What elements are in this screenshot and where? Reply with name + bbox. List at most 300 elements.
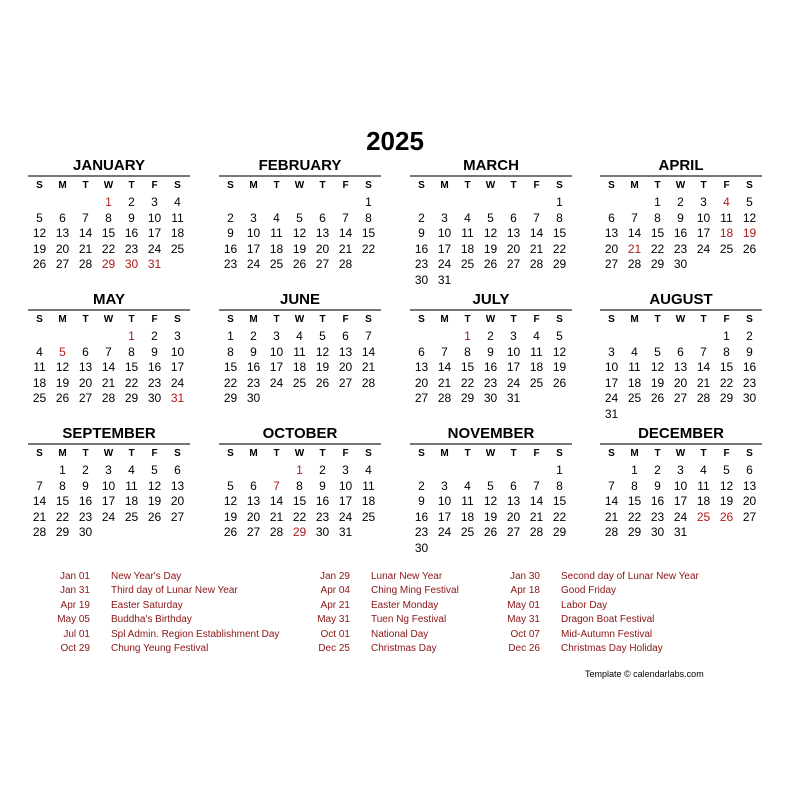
day-cell: 12 xyxy=(483,494,498,508)
holiday-item xyxy=(300,599,459,613)
day-cell: 10 xyxy=(269,344,284,359)
day-cell: 25 xyxy=(361,509,376,524)
day-grid xyxy=(219,177,381,273)
day-cell: 29 xyxy=(460,391,475,405)
day-cell: 14 xyxy=(269,494,284,508)
holiday-item xyxy=(40,628,279,642)
day-cell: 5 xyxy=(654,344,661,359)
holiday-date: Dec 25 xyxy=(318,643,350,655)
day-cell: 27 xyxy=(55,257,70,271)
weekday-header: S xyxy=(227,314,234,325)
day-cell: 30 xyxy=(78,525,93,539)
day-cell: 14 xyxy=(361,344,376,359)
day-cell: 3 xyxy=(342,463,349,477)
weekday-header: T xyxy=(273,448,280,459)
day-cell: 24 xyxy=(437,525,452,539)
day-cell: 15 xyxy=(552,226,567,240)
day-cell: 4 xyxy=(273,210,280,225)
day-cell: 7 xyxy=(273,478,280,493)
weekday-header: S xyxy=(174,180,181,191)
day-cell: 7 xyxy=(441,344,448,359)
day-cell: 23 xyxy=(673,241,688,256)
month-october xyxy=(219,426,381,541)
month-september xyxy=(28,426,190,541)
day-cell: 8 xyxy=(631,478,638,493)
weekday-header: T xyxy=(82,314,89,325)
day-cell: 13 xyxy=(673,360,688,374)
month-name: AUGUST xyxy=(600,292,762,311)
day-cell: 20 xyxy=(315,241,330,256)
weekday-header: W xyxy=(485,180,496,191)
day-cell: 14 xyxy=(604,494,619,508)
day-cell: 28 xyxy=(627,257,642,271)
day-cell: 18 xyxy=(32,375,47,390)
day-cell: 25 xyxy=(696,509,711,524)
holiday-date: Jul 01 xyxy=(63,628,90,640)
empty-cell xyxy=(28,329,51,345)
day-cell: 23 xyxy=(223,257,238,271)
day-cell: 4 xyxy=(365,463,372,477)
empty-cell xyxy=(219,195,242,211)
empty-cell xyxy=(410,463,433,479)
day-cell: 16 xyxy=(315,494,330,508)
holiday-name: Third day of Lunar New Year xyxy=(111,585,238,597)
day-cell: 31 xyxy=(170,391,185,405)
day-cell: 29 xyxy=(292,525,307,539)
day-cell: 24 xyxy=(269,375,284,390)
day-cell: 31 xyxy=(604,406,619,421)
day-cell: 14 xyxy=(78,226,93,240)
day-cell: 14 xyxy=(529,226,544,240)
weekday-header: T xyxy=(319,314,326,325)
day-cell: 14 xyxy=(529,494,544,508)
day-cell: 29 xyxy=(101,257,116,271)
day-cell: 11 xyxy=(461,494,474,508)
day-cell: 25 xyxy=(460,257,475,271)
weekday-header: S xyxy=(746,180,753,191)
weekday-header: T xyxy=(128,314,135,325)
holiday-name: New Year's Day xyxy=(111,571,182,582)
day-cell: 13 xyxy=(742,478,757,493)
day-cell: 31 xyxy=(437,272,452,287)
day-cell: 18 xyxy=(719,226,734,240)
weekday-header: F xyxy=(723,314,730,325)
empty-cell xyxy=(219,463,242,479)
day-cell: 25 xyxy=(292,375,307,390)
weekday-header: T xyxy=(273,180,280,191)
weekday-header: T xyxy=(128,180,135,191)
empty-cell xyxy=(456,463,479,479)
day-cell: 28 xyxy=(437,391,452,405)
day-cell: 30 xyxy=(650,525,665,539)
weekday-header: F xyxy=(533,448,540,459)
day-cell: 24 xyxy=(673,509,688,524)
weekday-header: S xyxy=(608,448,615,459)
day-cell: 9 xyxy=(82,478,89,493)
weekday-header: F xyxy=(533,314,540,325)
day-cell: 22 xyxy=(552,509,567,524)
day-cell: 9 xyxy=(677,210,684,225)
empty-cell xyxy=(502,463,525,479)
weekday-header: S xyxy=(418,314,425,325)
month-name: OCTOBER xyxy=(219,426,381,445)
day-cell: 25 xyxy=(529,375,544,390)
day-cell: 9 xyxy=(487,344,494,359)
day-cell: 8 xyxy=(227,344,234,359)
empty-cell xyxy=(600,195,623,211)
weekday-header: F xyxy=(342,180,349,191)
empty-cell xyxy=(265,195,288,211)
day-cell: 26 xyxy=(315,375,330,390)
day-grid xyxy=(219,311,381,407)
day-cell: 17 xyxy=(506,360,521,374)
day-cell: 13 xyxy=(170,478,185,493)
day-cell: 11 xyxy=(270,226,283,240)
month-january xyxy=(28,158,190,273)
day-cell: 29 xyxy=(552,525,567,539)
day-grid xyxy=(600,445,762,541)
day-cell: 3 xyxy=(105,463,112,477)
day-cell: 6 xyxy=(174,463,181,477)
day-cell: 28 xyxy=(529,525,544,539)
template-credit: Template © calendarlabs.com xyxy=(585,669,704,679)
day-cell: 2 xyxy=(128,195,135,209)
day-cell: 20 xyxy=(414,375,429,390)
day-cell: 4 xyxy=(174,195,181,209)
day-cell: 21 xyxy=(269,509,284,524)
day-cell: 19 xyxy=(55,375,70,390)
month-name: JANUARY xyxy=(28,158,190,177)
day-cell: 2 xyxy=(250,329,257,343)
day-cell: 28 xyxy=(604,525,619,539)
empty-cell xyxy=(410,329,433,345)
weekday-header: F xyxy=(151,448,158,459)
weekday-header: W xyxy=(294,314,305,325)
day-cell: 22 xyxy=(552,241,567,256)
weekday-header: S xyxy=(36,448,43,459)
day-cell: 30 xyxy=(414,272,429,287)
weekday-header: S xyxy=(227,448,234,459)
day-cell: 6 xyxy=(59,210,66,225)
holiday-date: Apr 19 xyxy=(60,599,90,611)
holiday-name: Easter Monday xyxy=(371,599,439,611)
day-cell: 17 xyxy=(604,375,619,390)
day-grid xyxy=(600,311,762,422)
empty-cell xyxy=(433,195,456,211)
holiday-item xyxy=(300,613,459,627)
day-cell: 8 xyxy=(365,210,372,225)
day-cell: 28 xyxy=(269,525,284,539)
day-cell: 25 xyxy=(124,509,139,524)
day-cell: 26 xyxy=(292,257,307,271)
day-cell: 15 xyxy=(101,226,116,240)
day-cell: 27 xyxy=(315,257,330,271)
day-cell: 26 xyxy=(55,391,70,405)
day-cell: 17 xyxy=(437,241,452,256)
day-cell: 10 xyxy=(696,210,711,225)
day-cell: 3 xyxy=(174,329,181,343)
day-cell: 27 xyxy=(673,391,688,405)
empty-cell xyxy=(242,195,265,211)
day-cell: 11 xyxy=(125,478,138,493)
day-cell: 14 xyxy=(627,226,642,240)
day-cell: 8 xyxy=(59,478,66,493)
day-cell: 21 xyxy=(437,375,452,390)
holiday-date: Dec 26 xyxy=(508,643,540,655)
day-cell: 19 xyxy=(147,494,162,508)
day-cell: 6 xyxy=(250,478,257,493)
month-name: DECEMBER xyxy=(600,426,762,445)
day-cell: 29 xyxy=(223,391,238,405)
holiday-name: Spl Admin. Region Establishment Day xyxy=(111,628,280,640)
day-cell: 15 xyxy=(223,360,238,374)
day-cell: 16 xyxy=(147,360,162,374)
day-cell: 20 xyxy=(55,241,70,256)
day-cell: 11 xyxy=(697,478,710,493)
weekday-header: W xyxy=(294,448,305,459)
day-cell: 13 xyxy=(338,344,353,359)
day-cell: 9 xyxy=(250,344,257,359)
day-cell: 11 xyxy=(628,360,641,374)
day-cell: 4 xyxy=(464,478,471,493)
day-cell: 16 xyxy=(246,360,261,374)
weekday-header: W xyxy=(103,180,114,191)
weekday-header: T xyxy=(654,314,661,325)
weekday-header: T xyxy=(82,180,89,191)
day-cell: 11 xyxy=(530,344,543,359)
weekday-header: M xyxy=(630,180,639,191)
month-name: JUNE xyxy=(219,292,381,311)
day-cell: 25 xyxy=(32,391,47,405)
day-cell: 8 xyxy=(556,210,563,225)
day-cell: 30 xyxy=(246,391,261,405)
holiday-item xyxy=(40,584,279,598)
holiday-item xyxy=(490,628,699,642)
day-cell: 5 xyxy=(487,478,494,493)
day-cell: 16 xyxy=(414,509,429,524)
day-cell: 31 xyxy=(673,525,688,539)
month-name: MAY xyxy=(28,292,190,311)
holiday-date: May 31 xyxy=(317,614,350,626)
day-cell: 29 xyxy=(124,391,139,405)
day-cell: 25 xyxy=(627,391,642,405)
day-cell: 2 xyxy=(418,210,425,225)
day-cell: 6 xyxy=(319,210,326,225)
day-cell: 26 xyxy=(650,391,665,405)
weekday-header: W xyxy=(675,448,686,459)
day-cell: 3 xyxy=(441,210,448,225)
empty-cell xyxy=(669,329,692,345)
day-cell: 3 xyxy=(273,329,280,343)
empty-cell xyxy=(334,195,357,211)
day-cell: 1 xyxy=(105,195,112,209)
weekday-header: T xyxy=(654,180,661,191)
day-cell: 18 xyxy=(696,494,711,508)
weekday-header: T xyxy=(700,314,707,325)
day-cell: 20 xyxy=(506,509,521,524)
weekday-header: F xyxy=(723,180,730,191)
day-cell: 4 xyxy=(464,210,471,225)
day-cell: 25 xyxy=(719,241,734,256)
day-cell: 28 xyxy=(529,257,544,271)
day-cell: 13 xyxy=(506,226,521,240)
holiday-item xyxy=(490,599,699,613)
day-cell: 27 xyxy=(246,525,261,539)
day-cell: 27 xyxy=(170,509,185,524)
day-cell: 17 xyxy=(170,360,185,374)
holiday-item xyxy=(490,642,699,656)
day-cell: 12 xyxy=(223,494,238,508)
day-cell: 19 xyxy=(650,375,665,390)
weekday-header: S xyxy=(36,314,43,325)
holiday-list-1 xyxy=(40,570,279,656)
day-cell: 17 xyxy=(696,226,711,240)
day-cell: 23 xyxy=(483,375,498,390)
day-cell: 15 xyxy=(460,360,475,374)
day-cell: 3 xyxy=(441,478,448,493)
day-grid xyxy=(600,177,762,273)
day-cell: 5 xyxy=(59,344,66,359)
day-cell: 30 xyxy=(673,257,688,271)
weekday-header: T xyxy=(464,180,471,191)
day-grid xyxy=(410,445,572,556)
day-cell: 7 xyxy=(533,210,540,225)
day-cell: 8 xyxy=(464,344,471,359)
holiday-name: Mid-Autumn Festival xyxy=(561,628,653,640)
day-cell: 7 xyxy=(105,344,112,359)
day-cell: 11 xyxy=(461,226,474,240)
day-cell: 18 xyxy=(627,375,642,390)
day-cell: 22 xyxy=(361,241,376,256)
day-cell: 13 xyxy=(604,226,619,240)
month-june xyxy=(219,292,381,407)
day-cell: 27 xyxy=(506,525,521,539)
holiday-name: Labor Day xyxy=(561,599,608,611)
day-cell: 10 xyxy=(147,210,162,225)
day-cell: 7 xyxy=(365,329,372,343)
weekday-header: T xyxy=(464,314,471,325)
day-cell: 23 xyxy=(78,509,93,524)
day-cell: 22 xyxy=(124,375,139,390)
holiday-name: Christmas Day Holiday xyxy=(561,643,663,655)
empty-cell xyxy=(265,463,288,479)
month-name: APRIL xyxy=(600,158,762,177)
day-cell: 9 xyxy=(227,226,234,240)
day-cell: 6 xyxy=(82,344,89,359)
weekday-header: T xyxy=(510,314,517,325)
empty-cell xyxy=(600,463,623,479)
day-cell: 12 xyxy=(147,478,162,493)
weekday-header: M xyxy=(440,314,449,325)
day-cell: 27 xyxy=(78,391,93,405)
day-cell: 22 xyxy=(719,375,734,390)
holiday-date: Jan 31 xyxy=(59,585,90,597)
weekday-header: M xyxy=(58,180,67,191)
weekday-header: T xyxy=(464,448,471,459)
day-cell: 24 xyxy=(696,241,711,256)
day-cell: 13 xyxy=(78,360,93,374)
day-cell: 13 xyxy=(246,494,261,508)
day-cell: 4 xyxy=(128,463,135,477)
day-cell: 22 xyxy=(101,241,116,256)
day-cell: 16 xyxy=(742,360,757,374)
weekday-header: M xyxy=(58,448,67,459)
empty-cell xyxy=(525,463,548,479)
weekday-header: M xyxy=(58,314,67,325)
holiday-item xyxy=(490,613,699,627)
empty-cell xyxy=(242,463,265,479)
day-cell: 9 xyxy=(746,344,753,359)
day-cell: 19 xyxy=(292,241,307,256)
weekday-header: S xyxy=(556,448,563,459)
day-cell: 6 xyxy=(677,344,684,359)
holiday-date: May 31 xyxy=(507,614,540,626)
day-cell: 8 xyxy=(654,210,661,225)
day-grid xyxy=(28,177,190,273)
day-cell: 24 xyxy=(604,391,619,405)
holiday-name: Second day of Lunar New Year xyxy=(561,571,699,582)
day-cell: 18 xyxy=(269,241,284,256)
day-cell: 20 xyxy=(338,360,353,374)
holiday-date: Oct 01 xyxy=(320,628,350,640)
day-cell: 17 xyxy=(101,494,116,508)
day-cell: 6 xyxy=(418,344,425,359)
weekday-header: F xyxy=(723,448,730,459)
day-cell: 6 xyxy=(510,478,517,493)
day-grid xyxy=(219,445,381,541)
day-cell: 2 xyxy=(677,195,684,209)
day-cell: 26 xyxy=(719,509,734,524)
day-cell: 21 xyxy=(529,241,544,256)
day-cell: 9 xyxy=(654,478,661,493)
weekday-header: F xyxy=(342,314,349,325)
day-cell: 1 xyxy=(128,329,135,343)
holiday-date: Jan 01 xyxy=(59,571,90,582)
day-cell: 13 xyxy=(414,360,429,374)
day-cell: 20 xyxy=(78,375,93,390)
weekday-header: W xyxy=(103,448,114,459)
day-cell: 24 xyxy=(101,509,116,524)
day-cell: 8 xyxy=(723,344,730,359)
holiday-name: Buddha's Birthday xyxy=(111,614,192,626)
weekday-header: T xyxy=(510,180,517,191)
day-cell: 24 xyxy=(170,375,185,390)
day-cell: 21 xyxy=(627,241,642,256)
weekday-header: S xyxy=(556,180,563,191)
weekday-header: F xyxy=(533,180,540,191)
holiday-date: Apr 04 xyxy=(320,585,350,597)
day-cell: 5 xyxy=(36,210,43,225)
day-cell: 12 xyxy=(292,226,307,240)
day-cell: 16 xyxy=(78,494,93,508)
weekday-header: T xyxy=(319,448,326,459)
weekday-header: S xyxy=(746,314,753,325)
weekday-header: W xyxy=(103,314,114,325)
year-title: 2025 xyxy=(366,126,424,156)
day-cell: 9 xyxy=(418,494,425,508)
day-cell: 30 xyxy=(147,391,162,405)
weekday-header: M xyxy=(630,448,639,459)
empty-cell xyxy=(28,195,51,211)
day-cell: 22 xyxy=(223,375,238,390)
day-cell: 5 xyxy=(723,463,730,477)
day-cell: 20 xyxy=(506,241,521,256)
day-cell: 17 xyxy=(246,241,261,256)
empty-cell xyxy=(456,195,479,211)
day-cell: 19 xyxy=(742,226,757,240)
holiday-date: Jan 30 xyxy=(509,571,540,582)
weekday-header: S xyxy=(227,180,234,191)
